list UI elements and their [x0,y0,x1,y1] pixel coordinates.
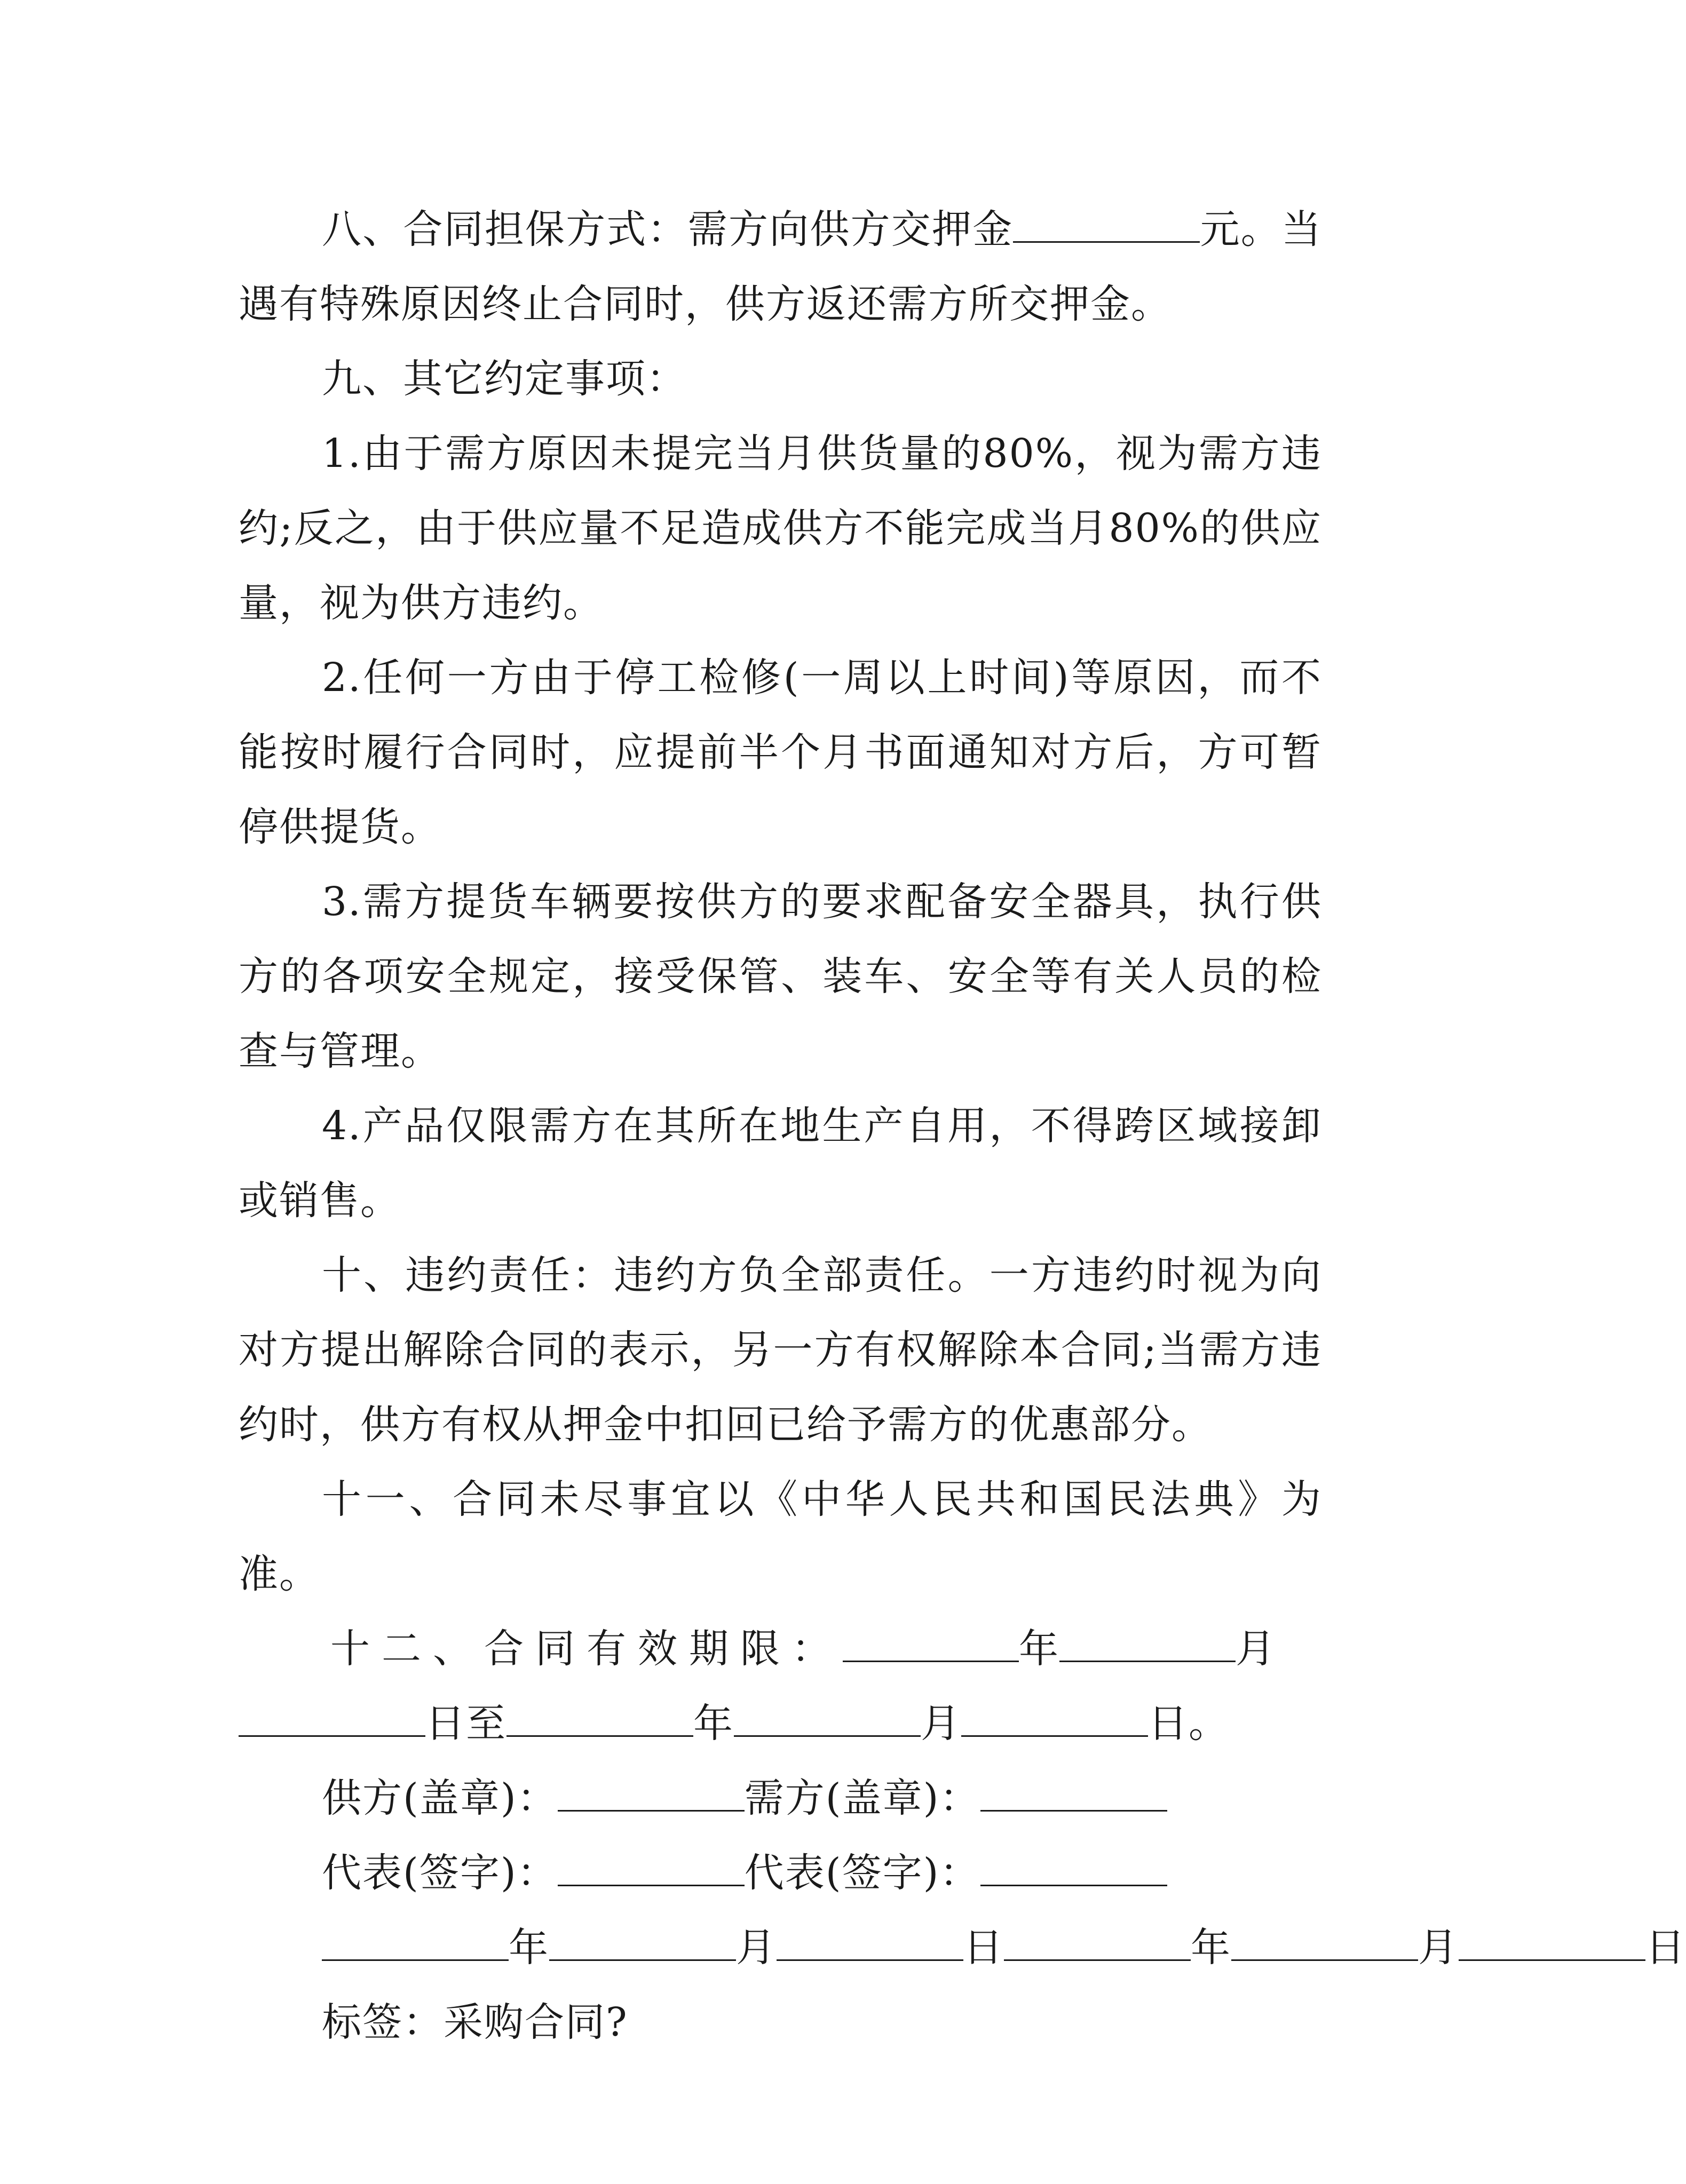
clause-12-label: 十二、合同有效期限： [330,1626,843,1672]
sign-day-blank-2[interactable] [1459,1926,1645,1961]
end-day-blank[interactable] [961,1702,1148,1737]
start-year-blank[interactable] [843,1627,1019,1662]
sign-year-label-2: 年 [1191,1925,1231,1971]
rep-sign-row [239,1836,1322,1910]
sign-month-blank-2[interactable] [1231,1926,1418,1961]
clause-9-item-2: 2.任何一方由于停工检修(一周以上时间)等原因，而不能按时履行合同时，应提前半个月书面通知对方后，方可暂停供提货。 [239,655,1322,850]
clause-8-prefix: 八、合同担保方式：需方向供方交押金 [322,207,1014,252]
sign-date-row [239,1910,1686,1985]
day-to-label: 日至 [425,1701,506,1746]
seal-row [239,1761,1322,1836]
contract-page [239,192,1686,2060]
tags-line: 标签：采购合同? [322,1999,628,2045]
sign-year-blank-2[interactable] [1004,1926,1191,1961]
clause-12 [239,1611,1322,1686]
buyer-seal-label: 需方(盖章)： [744,1775,980,1821]
clause-9-item-1: 1.由于需方原因未提完当月供货量的80%，视为需方违约;反之，由于供应量不足造成供方不能完成当月80%的供应量，视为供方违约。 [239,431,1322,626]
sign-day-label-1: 日 [963,1925,1004,1971]
sign-day-blank-1[interactable] [777,1926,963,1961]
sign-year-blank-1[interactable] [322,1926,509,1961]
start-year-label: 年 [1019,1626,1059,1672]
sign-year-label-1: 年 [509,1925,549,1971]
supplier-seal-blank[interactable] [558,1777,745,1812]
clause-8 [239,192,1322,342]
start-month-label: 月 [1236,1626,1276,1672]
end-month-label: 月 [921,1701,961,1746]
rep-sign-label-1: 代表(签字)： [322,1850,558,1896]
start-month-blank[interactable] [1059,1627,1236,1662]
rep-sign-label-2: 代表(签字)： [744,1850,980,1896]
supplier-seal-label: 供方(盖章)： [322,1775,558,1821]
sign-day-label-2: 日 [1645,1925,1686,1971]
sign-month-label-1: 月 [736,1925,777,1971]
end-month-blank[interactable] [734,1702,921,1737]
sign-month-label-2: 月 [1418,1925,1459,1971]
clause-9-title: 九、其它约定事项： [322,356,687,402]
start-day-blank[interactable] [239,1702,425,1737]
sign-month-blank-1[interactable] [549,1926,736,1961]
end-day-label: 日。 [1148,1701,1229,1746]
clause-9-item-3: 3.需方提货车辆要按供方的要求配备安全器具，执行供方的各项安全规定，接受保管、装车、安全等有关人员的检查与管理。 [239,879,1322,1074]
deposit-blank[interactable] [1013,208,1200,243]
clause-9-item-4: 4.产品仅限需方在其所在地生产自用，不得跨区域接卸或销售。 [239,1103,1322,1224]
clause-8-suffix: 元。当遇有特殊原因终止合同时，供方返还需方所交押金。 [239,207,1323,327]
clause-11: 十一、合同未尽事宜以《中华人民共和国民法典》为准。 [239,1476,1322,1597]
clause-12-line-2 [239,1686,1322,1761]
end-year-label: 年 [693,1701,734,1746]
end-year-blank[interactable] [506,1702,693,1737]
rep-sign-blank-2[interactable] [980,1852,1167,1886]
buyer-seal-blank[interactable] [980,1777,1167,1812]
clause-10: 十、违约责任：违约方负全部责任。一方违约时视为向对方提出解除合同的表示，另一方有权解除本合同;当需方违约时，供方有权从押金中扣回已给予需方的优惠部分。 [239,1252,1322,1448]
rep-sign-blank-1[interactable] [558,1852,745,1886]
